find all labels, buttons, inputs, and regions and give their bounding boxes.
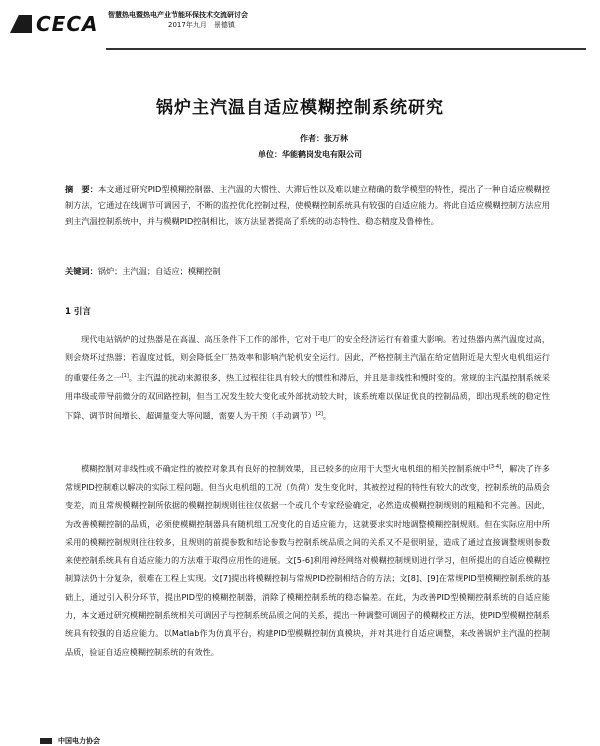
logo-mark-icon — [10, 15, 32, 33]
abstract-text: 本文通过研究PID型模糊控制器、主汽温的大惯性、大滞后性以及难以建立精确的数学模型的特性，提出了一种自适应模糊控制方法，它通过在线调节可调因子，不断的监控优化控制过程，使模糊控制系统具有较强的自适应能力。将此自适应模糊控制方法应用到主汽温控制系统中，并与模糊PID控制相比，该方法显著提高了系统的动态特性、稳态精度及鲁棒性。 — [65, 184, 550, 226]
para1-text-c: 。 — [323, 410, 332, 421]
header-rule — [106, 48, 586, 50]
section-heading: 1 引言 — [65, 307, 91, 317]
footer-mark-icon — [40, 738, 52, 744]
ceca-logo — [10, 12, 99, 36]
footer-text: 中国电力协会 — [58, 737, 100, 745]
abstract-label: 摘 要： — [65, 184, 99, 194]
para1-text-b: 。主汽温的扰动来源很多，热工过程往往具有较大的惯性和滞后，并且是非线性和慢时变的。常规的主汽温控制系统采用串级或带导前微分的双回路控制，但当工况发生较大变化或外部扰动较大时，该系统难以保证优良的控制品质，即出现系统的稳定性下降、调节时间增长、超调量变大等问题，需要人为干预（手动调节） — [65, 372, 550, 421]
para2-text-b: ，解决了许多常规PID控制难以解决的实际工程问题。但当火电机组的工况（负荷）发生变化时，其被控过程的特性有较大的改变，控制系统的品质会变差，而且常规模糊控制所依据的模糊控制规则往往仅依据一个或几个专家经验确定，必然造成模糊控制规则的粗糙和不完善。因此，为改善模糊控制的品质，必须使模糊控制器具有随机组工况变化的自适应能力，这就要求实时地调整模糊控制规则。但在实际应用中所采用的模糊控制规则往往较多，且规则的前提参数和结论参数与控制系统品质之间的关系又不是很明显，造成了通过直接调整规则参数来使控制系统具有自适应能力的方法难于取得应用性的进展。文[5-6]利用神经网络对模糊控制规则进行学习，但所提出的自适应模糊控制算法仍十分复杂，很难在工程上实现。文[7]提出将模糊控制与常规PID控制相结合的方法；文[8]、[9]在常规PID型模糊控制系统的基础上，通过引入积分环节，提出PID型的模糊控制器，消除了模糊控制系统的稳态偏差。在此，为改善PID型模糊控制系统的自适应能力，本文通过研究模糊控制系统相关可调因子与控制系统品质之间的关系，提出一种调整可调因子的模糊校正方法，使PID型模糊控制系统具有较强的自适应能力。以Matlab作为仿真平台，构建PID型模糊控制仿真模块，并对其进行自适应调整，来改善锅炉主汽温的控制品质，验证自适应模糊控制系统的有效性。 — [65, 463, 550, 657]
affiliation-line: 单位：华能鹤岗发电有限公司 — [258, 150, 362, 159]
logo-text: CECA — [36, 12, 99, 36]
keywords-text: 锅炉；主汽温；自适应；模糊控制 — [97, 266, 221, 276]
body-paragraph-2 — [65, 458, 550, 661]
keywords — [65, 263, 550, 279]
paper-title: 锅炉主汽温自适应模糊控制系统研究 — [156, 98, 444, 118]
citation-1: [1] — [121, 372, 129, 379]
conference-date-place: 2017年九月 景德镇 — [168, 21, 235, 29]
citation-3: [3-4] — [488, 464, 502, 470]
conference-info — [108, 10, 248, 30]
para1-text-a: 现代电站锅炉的过热器是在高温、高压条件下工作的部件，它对于电厂的安全经济运行有着重大影响。若过热器内蒸汽温度过高，则会烧坏过热器；若温度过低，则会降低全厂热效率和影响汽轮机安全运行。因此，严格控制主汽温在给定值附近是大型火电机组运行的重要任务之一 — [65, 334, 550, 383]
conference-name: 智慧热电暨热电产业节能环保技术交流研讨会 — [108, 11, 248, 19]
citation-2: [2] — [315, 410, 324, 417]
para2-text-a: 模糊控制对非线性或不确定性的被控对象具有良好的控制效果，且已较多的应用于大型火电机组的相关控制系统中 — [81, 463, 489, 474]
author-line: 作者：张万林 — [300, 134, 348, 143]
keywords-label: 关键词： — [65, 266, 98, 276]
body-paragraph-1 — [65, 330, 550, 425]
abstract — [65, 181, 550, 229]
page-header — [10, 8, 590, 48]
